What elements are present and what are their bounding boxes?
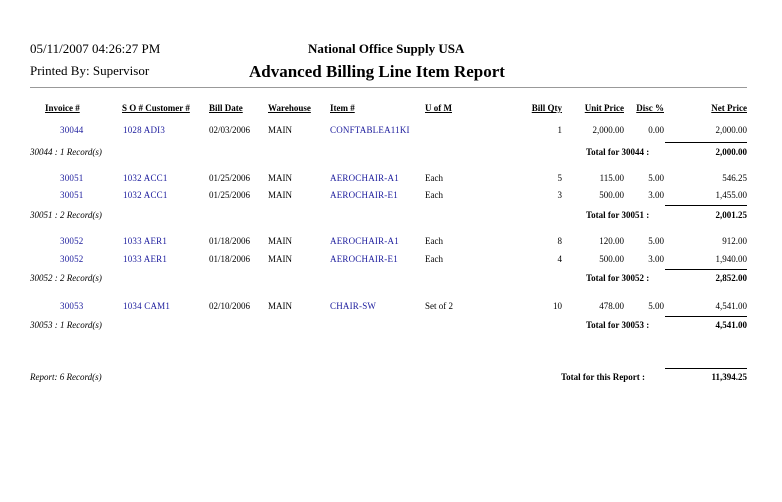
net-price: 912.00 bbox=[722, 236, 747, 246]
net-price: 4,541.00 bbox=[715, 301, 747, 311]
warehouse: MAIN bbox=[268, 236, 292, 246]
group-record-count: 30044 : 1 Record(s) bbox=[30, 147, 102, 157]
invoice-link[interactable]: 30051 bbox=[60, 173, 84, 183]
so-customer-link[interactable]: 1034 CAM1 bbox=[123, 301, 171, 311]
invoice-link[interactable]: 30044 bbox=[60, 125, 84, 135]
col-net-price: Net Price bbox=[711, 103, 747, 113]
so-customer-link[interactable]: 1033 AER1 bbox=[123, 254, 168, 264]
col-unit-price: Unit Price bbox=[584, 103, 624, 113]
col-uom: U of M bbox=[425, 103, 452, 113]
invoice-link[interactable]: 30053 bbox=[60, 301, 84, 311]
item-link[interactable]: CHAIR-SW bbox=[330, 301, 377, 311]
net-price: 1,940.00 bbox=[715, 254, 747, 264]
unit-price: 500.00 bbox=[599, 190, 624, 200]
group-total: 2,001.25 bbox=[715, 210, 747, 220]
unit-price: 478.00 bbox=[599, 301, 624, 311]
invoice-link[interactable]: 30051 bbox=[60, 190, 84, 200]
group-total-label: Total for 30052 : bbox=[586, 273, 650, 283]
item-link[interactable]: CONFTABLEA11KI bbox=[330, 125, 410, 135]
col-item: Item # bbox=[330, 103, 355, 113]
total-rule bbox=[665, 205, 747, 206]
bill-qty: 3 bbox=[557, 190, 562, 200]
report-record-count: Report: 6 Record(s) bbox=[30, 372, 102, 382]
so-customer-link[interactable]: 1033 AER1 bbox=[123, 236, 168, 246]
report-total-rule bbox=[665, 368, 747, 369]
warehouse: MAIN bbox=[268, 125, 292, 135]
group-total: 4,541.00 bbox=[715, 320, 747, 330]
unit-price: 115.00 bbox=[599, 173, 624, 183]
group-total-label: Total for 30044 : bbox=[586, 147, 650, 157]
bill-qty: 4 bbox=[557, 254, 562, 264]
warehouse: MAIN bbox=[268, 254, 292, 264]
item-link[interactable]: AEROCHAIR-A1 bbox=[330, 173, 399, 183]
report-total-label: Total for this Report : bbox=[561, 372, 645, 382]
so-customer-link[interactable]: 1028 ADI3 bbox=[123, 125, 166, 135]
group-total: 2,852.00 bbox=[715, 273, 747, 283]
group-total-label: Total for 30051 : bbox=[586, 210, 650, 220]
report-total: 11,394.25 bbox=[711, 372, 747, 382]
group-total: 2,000.00 bbox=[715, 147, 747, 157]
item-link[interactable]: AEROCHAIR-E1 bbox=[330, 190, 398, 200]
bill-date: 01/25/2006 bbox=[209, 173, 251, 183]
so-customer-link[interactable]: 1032 ACC1 bbox=[123, 173, 168, 183]
bill-date: 01/18/2006 bbox=[209, 236, 251, 246]
uom: Each bbox=[425, 190, 443, 200]
report-datetime: 05/11/2007 04:26:27 PM bbox=[30, 41, 161, 56]
col-bill-qty: Bill Qty bbox=[531, 103, 562, 113]
uom: Each bbox=[425, 236, 443, 246]
bill-qty: 10 bbox=[553, 301, 562, 311]
warehouse: MAIN bbox=[268, 173, 292, 183]
bill-date: 01/25/2006 bbox=[209, 190, 251, 200]
report-title: Advanced Billing Line Item Report bbox=[249, 62, 505, 81]
col-warehouse: Warehouse bbox=[268, 103, 311, 113]
disc-percent: 3.00 bbox=[648, 190, 664, 200]
disc-percent: 5.00 bbox=[648, 173, 664, 183]
group-record-count: 30052 : 2 Record(s) bbox=[30, 273, 102, 283]
company-name: National Office Supply USA bbox=[308, 41, 465, 56]
unit-price: 2,000.00 bbox=[592, 125, 624, 135]
bill-qty: 8 bbox=[557, 236, 562, 246]
col-bill-date: Bill Date bbox=[209, 103, 243, 113]
col-disc: Disc % bbox=[636, 103, 664, 113]
net-price: 546.25 bbox=[722, 173, 747, 183]
so-customer-link[interactable]: 1032 ACC1 bbox=[123, 190, 168, 200]
bill-qty: 1 bbox=[557, 125, 562, 135]
net-price: 2,000.00 bbox=[715, 125, 747, 135]
bill-qty: 5 bbox=[557, 173, 562, 183]
total-rule bbox=[665, 142, 747, 143]
total-rule bbox=[665, 269, 747, 270]
uom: Each bbox=[425, 173, 443, 183]
disc-percent: 5.00 bbox=[648, 301, 664, 311]
disc-percent: 3.00 bbox=[648, 254, 664, 264]
net-price: 1,455.00 bbox=[715, 190, 747, 200]
total-rule bbox=[665, 316, 747, 317]
invoice-link[interactable]: 30052 bbox=[60, 254, 84, 264]
col-so-customer: S O # Customer # bbox=[122, 103, 190, 113]
warehouse: MAIN bbox=[268, 190, 292, 200]
bill-date: 01/18/2006 bbox=[209, 254, 251, 264]
header-divider bbox=[30, 87, 747, 88]
disc-percent: 0.00 bbox=[648, 125, 664, 135]
uom: Set of 2 bbox=[425, 301, 453, 311]
item-link[interactable]: AEROCHAIR-E1 bbox=[330, 254, 398, 264]
unit-price: 120.00 bbox=[599, 236, 624, 246]
group-total-label: Total for 30053 : bbox=[586, 320, 650, 330]
unit-price: 500.00 bbox=[599, 254, 624, 264]
item-link[interactable]: AEROCHAIR-A1 bbox=[330, 236, 399, 246]
group-record-count: 30051 : 2 Record(s) bbox=[30, 210, 102, 220]
group-record-count: 30053 : 1 Record(s) bbox=[30, 320, 102, 330]
invoice-link[interactable]: 30052 bbox=[60, 236, 84, 246]
warehouse: MAIN bbox=[268, 301, 292, 311]
bill-date: 02/10/2006 bbox=[209, 301, 251, 311]
uom: Each bbox=[425, 254, 443, 264]
printed-by: Printed By: Supervisor bbox=[30, 63, 150, 78]
disc-percent: 5.00 bbox=[648, 236, 664, 246]
col-invoice: Invoice # bbox=[45, 103, 80, 113]
bill-date: 02/03/2006 bbox=[209, 125, 251, 135]
